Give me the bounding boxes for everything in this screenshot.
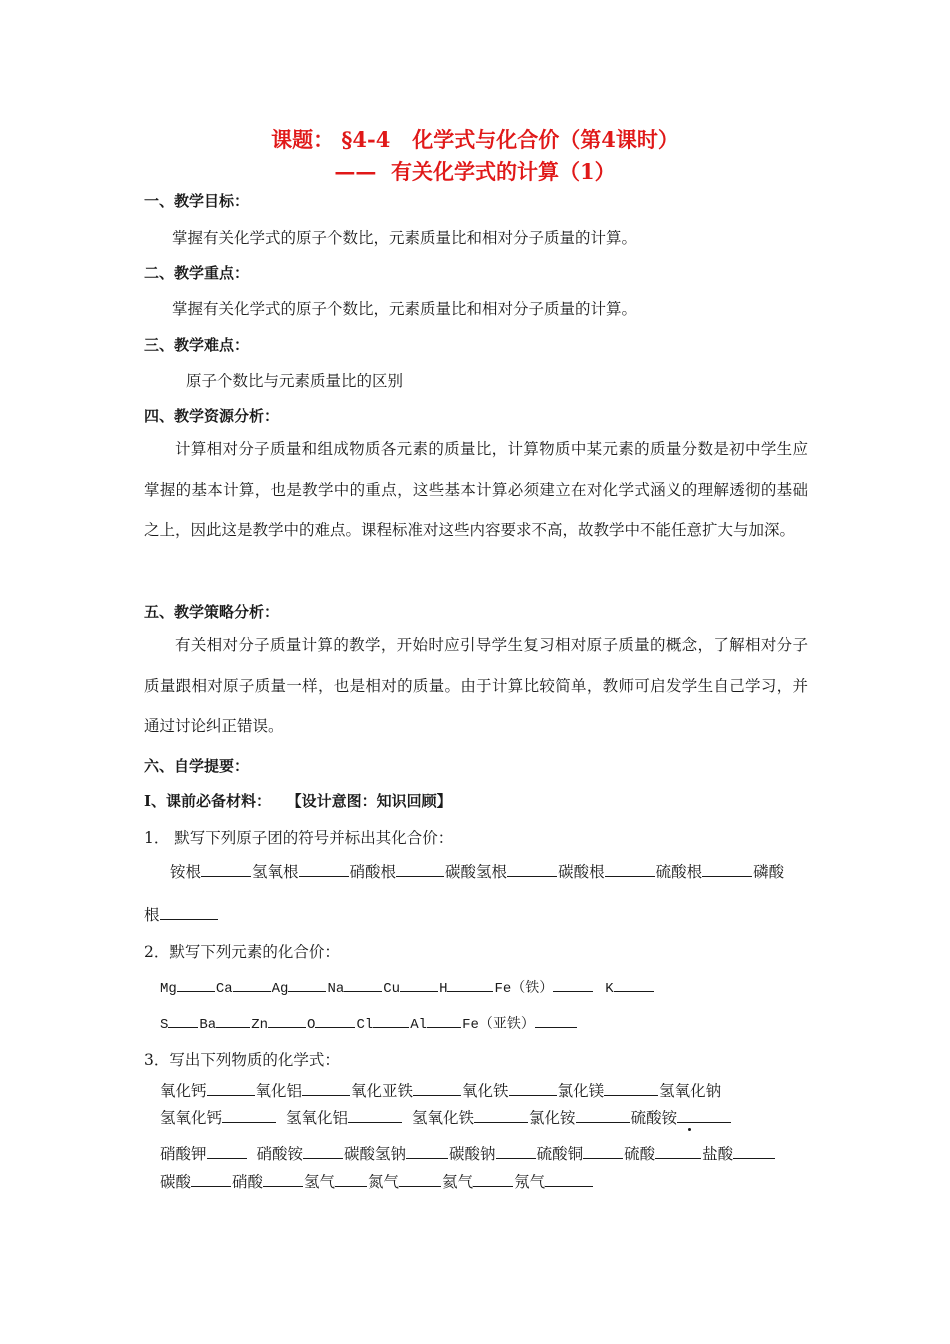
q3-row3	[160, 1142, 776, 1164]
answer-blank[interactable]	[447, 976, 493, 992]
substance-name: 氯化铵	[529, 1109, 576, 1127]
part1-heading: Ⅰ、课前必备材料： 【设计意图：知识回顾】	[144, 792, 452, 810]
q3-row4	[160, 1170, 594, 1192]
answer-blank[interactable]	[655, 1143, 701, 1159]
answer-blank[interactable]	[553, 976, 593, 992]
answer-blank[interactable]	[303, 1143, 343, 1159]
element-symbol: K	[605, 981, 614, 997]
q2-prompt: 2．默写下列元素的化合价：	[144, 943, 340, 961]
substance-name: 硝酸钾	[160, 1145, 207, 1163]
answer-blank[interactable]	[216, 1012, 250, 1028]
substance-name: 氢氧化钠	[659, 1082, 722, 1100]
answer-blank[interactable]	[399, 1171, 441, 1187]
document-title: 课题： §4-4 化学式与化合价（第4课时）	[271, 127, 679, 152]
answer-blank[interactable]	[335, 1171, 367, 1187]
substance-name: 氦气	[442, 1173, 474, 1191]
answer-blank[interactable]	[222, 1107, 276, 1123]
section-heading-selfstudy: 六、自学提要：	[144, 757, 250, 775]
q1-row-wrap	[144, 903, 219, 925]
element-symbol: Cl	[356, 1017, 374, 1033]
answer-blank[interactable]	[507, 861, 557, 877]
element-symbol: Zn	[251, 1017, 269, 1033]
element-symbol: Ca	[215, 981, 233, 997]
section-body-strategy: 有关相对分子质量计算的教学，开始时应引导学生复习相对原子质量的概念，了解相对分子质量跟相对原子质量一样，也是相对的质量。由于计算比较简单，教师可启发学生自己学习，并通过讨论纠正错误。	[144, 636, 808, 735]
answer-blank[interactable]	[474, 1107, 528, 1123]
answer-blank[interactable]	[207, 1080, 255, 1096]
substance-name: 氧化亚铁	[351, 1082, 414, 1100]
answer-blank[interactable]	[614, 976, 654, 992]
q2-row2	[160, 1012, 578, 1033]
answer-blank[interactable]	[496, 1143, 536, 1159]
substance-name: 碳酸钠	[449, 1145, 496, 1163]
answer-blank[interactable]	[604, 1080, 658, 1096]
substance-name: 氮气	[368, 1173, 400, 1191]
section-heading-difficulty: 三、教学难点：	[144, 336, 250, 354]
substance-name: 碳酸	[160, 1173, 192, 1191]
substance-name: 氧化钙	[160, 1082, 207, 1100]
substance-name: 硫酸	[624, 1145, 656, 1163]
substance-name: 氧化铁	[462, 1082, 509, 1100]
element-symbol: Al	[410, 1017, 428, 1033]
element-symbol: Cu	[383, 981, 401, 997]
section-body-keypoints: 掌握有关化学式的原子个数比，元素质量比和相对分子质量的计算。	[172, 300, 638, 318]
stray-dot-mark	[688, 1128, 691, 1131]
answer-blank[interactable]	[315, 1012, 355, 1028]
answer-blank[interactable]	[583, 1143, 623, 1159]
section-body-difficulty: 原子个数比与元素质量比的区别	[186, 372, 404, 390]
substance-name: 硫酸铜	[536, 1145, 584, 1163]
answer-blank[interactable]	[207, 1143, 247, 1159]
answer-blank[interactable]	[373, 1012, 409, 1028]
substance-name: 硫酸铵	[630, 1109, 678, 1127]
element-symbol: Mg	[160, 981, 177, 997]
q2-row1	[160, 976, 655, 997]
substance-name: 氢氧化钙	[160, 1109, 223, 1127]
answer-blank[interactable]	[677, 1107, 731, 1123]
answer-blank[interactable]	[299, 861, 349, 877]
q1-item: 铵根	[170, 863, 202, 881]
element-symbol: Ag	[271, 981, 289, 997]
answer-blank[interactable]	[177, 976, 215, 992]
q1-prompt: 1． 默写下列原子团的符号并标出其化合价：	[144, 829, 454, 847]
q3-prompt: 3．写出下列物质的化学式：	[144, 1051, 340, 1069]
q1-item: 硝酸根	[349, 863, 397, 881]
element-symbol: S	[160, 1017, 169, 1033]
answer-blank[interactable]	[733, 1143, 775, 1159]
substance-name: 氢气	[304, 1173, 336, 1191]
answer-blank[interactable]	[344, 976, 382, 992]
document-subtitle: —— 有关化学式的计算（1）	[334, 159, 616, 184]
answer-blank[interactable]	[302, 1080, 350, 1096]
q1-item: 硫酸根	[655, 863, 703, 881]
substance-name: 氧化铝	[255, 1082, 303, 1100]
answer-blank[interactable]	[576, 1107, 630, 1123]
q3-row1	[160, 1079, 721, 1101]
answer-blank[interactable]	[545, 1171, 593, 1187]
section-body-objectives: 掌握有关化学式的原子个数比，元素质量比和相对分子质量的计算。	[172, 229, 638, 247]
answer-blank[interactable]	[702, 861, 752, 877]
q1-item: 氢氧根	[252, 863, 299, 881]
answer-blank[interactable]	[400, 976, 438, 992]
element-symbol: Fe（铁）	[494, 981, 554, 997]
element-symbol: O	[307, 1017, 316, 1033]
answer-blank[interactable]	[427, 1012, 461, 1028]
answer-blank[interactable]	[160, 904, 218, 920]
section-heading-resources: 四、教学资源分析：	[144, 407, 280, 425]
answer-blank[interactable]	[413, 1080, 461, 1096]
substance-name: 氢氧化铁	[412, 1109, 475, 1127]
substance-name: 碳酸氢钠	[344, 1145, 407, 1163]
answer-blank[interactable]	[288, 976, 326, 992]
answer-blank[interactable]	[605, 861, 655, 877]
q1-item: 碳酸根	[558, 863, 605, 881]
substance-name: 盐酸	[702, 1145, 734, 1163]
answer-blank[interactable]	[233, 976, 271, 992]
substance-name: 氢氧化铝	[286, 1109, 349, 1127]
answer-blank[interactable]	[406, 1143, 448, 1159]
answer-blank[interactable]	[509, 1080, 557, 1096]
section-body-resources: 计算相对分子质量和组成物质各元素的质量比，计算物质中某元素的质量分数是初中学生应掌握的基本计算，也是教学中的重点，这些基本计算必须建立在对化学式涵义的理解透彻的基础之上，因此这是教学中的难点。课程标准对这些内容要求不高，故教学中不能任意扩大与加深。	[144, 440, 808, 539]
section-heading-objectives: 一、教学目标：	[144, 192, 250, 210]
q1-item: 根	[144, 906, 160, 924]
answer-blank[interactable]	[535, 1012, 577, 1028]
section-heading-strategy: 五、教学策略分析：	[144, 603, 280, 621]
substance-name: 氖气	[514, 1173, 546, 1191]
answer-blank[interactable]	[396, 861, 444, 877]
q1-item: 磷酸	[753, 863, 785, 881]
substance-name: 硝酸铵	[256, 1145, 304, 1163]
answer-blank[interactable]	[201, 861, 251, 877]
answer-blank[interactable]	[348, 1107, 402, 1123]
section-heading-keypoints: 二、教学重点：	[144, 264, 250, 282]
q1-row	[170, 860, 784, 882]
q3-row2	[160, 1106, 732, 1128]
substance-name: 硝酸	[232, 1173, 264, 1191]
q1-item: 碳酸氢根	[445, 863, 508, 881]
element-symbol: Fe（亚铁）	[462, 1017, 535, 1033]
element-symbol: Ba	[199, 1017, 217, 1033]
substance-name: 氯化镁	[557, 1082, 605, 1100]
answer-blank[interactable]	[268, 1012, 306, 1028]
answer-blank[interactable]	[191, 1171, 231, 1187]
answer-blank[interactable]	[263, 1171, 303, 1187]
answer-blank[interactable]	[168, 1012, 198, 1028]
answer-blank[interactable]	[473, 1171, 513, 1187]
element-symbol: H	[439, 981, 448, 997]
element-symbol: Na	[327, 981, 345, 997]
